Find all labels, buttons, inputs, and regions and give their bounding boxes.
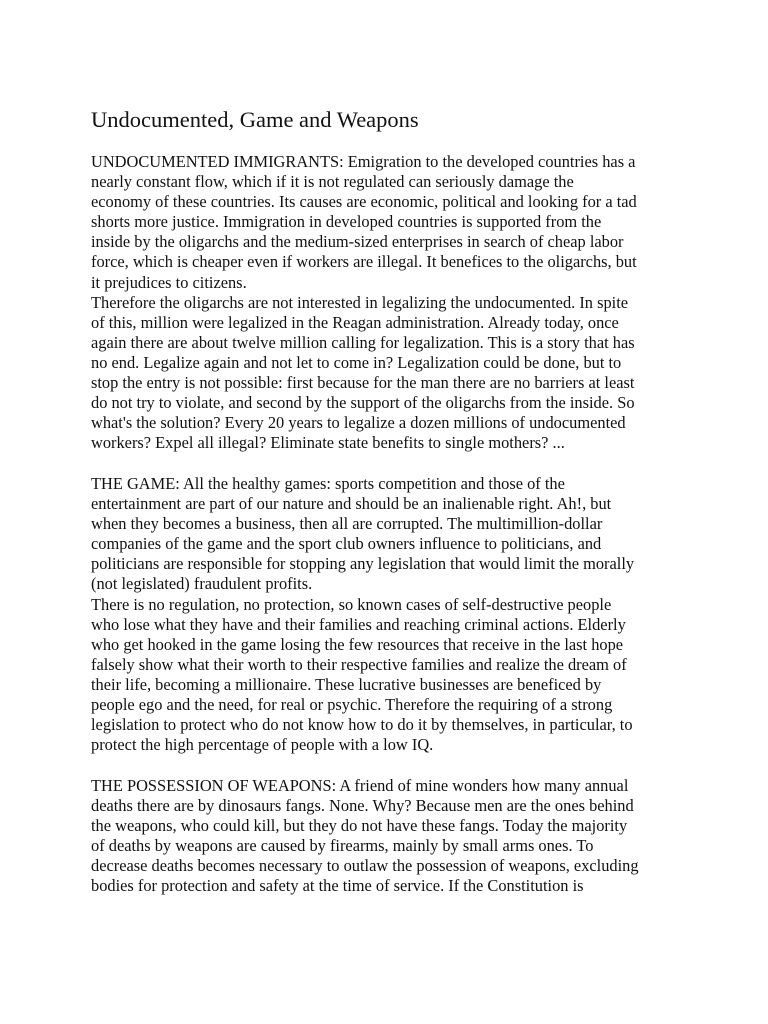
text-line: companies of the game and the sport club owners influence to politicians, and [91, 534, 602, 554]
text-line: of this, million were legalized in the Reagan administration. Already today, once [91, 312, 619, 332]
text-line: entertainment are part of our nature and should be an inalienable right. Ah!, but [91, 494, 612, 514]
text-line: shorts more justice. Immigration in developed countries is supported from the [91, 212, 602, 232]
section-possession-of-weapons [91, 776, 639, 897]
text-line: deaths there are by dinosaurs fangs. None. Why? Because men are the ones behind [91, 796, 634, 816]
text-line: UNDOCUMENTED IMMIGRANTS: Emigration to the developed countries has a [91, 152, 636, 171]
text-line: people ego and the need, for real or psychic. Therefore the requiring of a strong [91, 695, 613, 715]
text-line: their life, becoming a millionaire. These lucrative businesses are beneficed by [91, 674, 602, 694]
text-line: (not legislated) fraudulent profits. [91, 574, 313, 594]
text-line: inside by the oligarchs and the medium-sized enterprises in search of cheap labor [91, 232, 624, 252]
text-line: There is no regulation, no protection, so known cases of self-destructive people [91, 594, 612, 614]
text-line: workers? Expel all illegal? Eliminate state benefits to single mothers? ... [91, 433, 565, 453]
text-line: nearly constant flow, which if it is not regulated can seriously damage the [91, 172, 574, 192]
text-line: Therefore the oligarchs are not interested in legalizing the undocumented. In spite [91, 292, 629, 312]
text-line: politicians are responsible for stopping any legislation that would limit the morally [91, 554, 635, 574]
text-line: of deaths by weapons are caused by firearms, mainly by small arms ones. To [91, 836, 594, 856]
text-line: what's the solution? Every 20 years to legalize a dozen millions of undocumented [91, 413, 626, 433]
text-line: again there are about twelve million calling for legalization. This is a story that has [91, 332, 635, 352]
text-line: do not try to violate, and second by the support of the oligarchs from the inside. So [91, 393, 635, 413]
text-line: it prejudices to citizens. [91, 272, 247, 292]
section-the-game [91, 474, 634, 755]
text-line: who get hooked in the game losing the few resources that receive in the last hope [91, 634, 624, 654]
text-line: stop the entry is not possible: first because for the man there are no barriers at least [91, 373, 635, 393]
text-line: THE GAME: All the healthy games: sports competition and those of the [91, 474, 565, 493]
text-line: economy of these countries. Its causes are economic, political and looking for a tad [91, 192, 637, 212]
text-line: force, which is cheaper even if workers are illegal. It benefices to the oligarchs, but [91, 252, 637, 272]
section-undocumented-immigrants [91, 152, 637, 453]
text-line: the weapons, who could kill, but they do not have these fangs. Today the majority [91, 816, 628, 836]
text-line: falsely show what their worth to their respective families and realize the dream of [91, 654, 627, 674]
text-line: no end. Legalize again and not let to come in? Legalization could be done, but to [91, 352, 622, 372]
text-line: when they becomes a business, then all are corrupted. The multimillion-dollar [91, 514, 603, 534]
text-line: protect the high percentage of people with a low IQ. [91, 735, 434, 755]
document-title: Undocumented, Game and Weapons [91, 107, 419, 132]
text-line: who lose what they have and their families and reaching criminal actions. Elderly [91, 614, 626, 634]
text-line: bodies for protection and safety at the time of service. If the Constitution is [91, 876, 584, 896]
text-line: legislation to protect who do not know how to do it by themselves, in particular, to [91, 715, 633, 735]
text-line: THE POSSESSION OF WEAPONS: A friend of mine wonders how many annual [91, 776, 629, 795]
text-line: decrease deaths becomes necessary to outlaw the possession of weapons, excluding [91, 856, 639, 876]
